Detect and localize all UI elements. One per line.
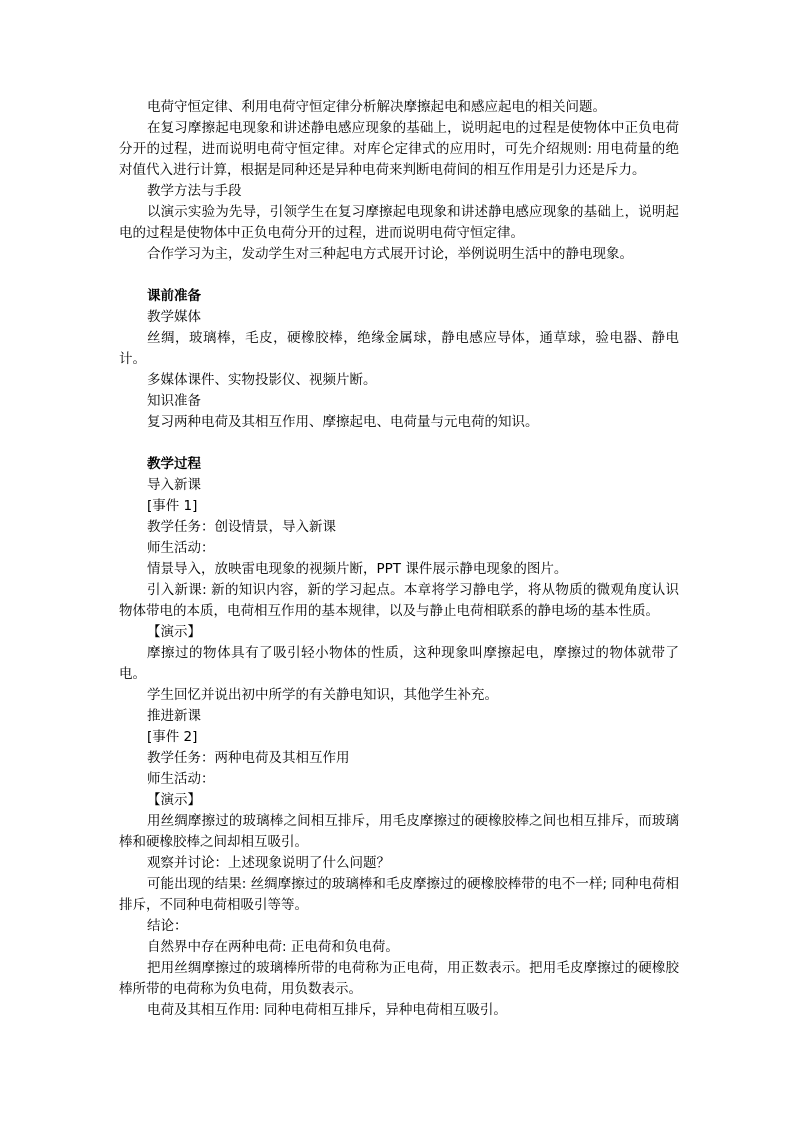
- paragraph: 摩擦过的物体具有了吸引轻小物体的性质，这种现象叫摩擦起电，摩擦过的物体就带了电。: [119, 645, 679, 682]
- paragraph: 教学任务：两种电荷及其相互作用: [147, 750, 350, 766]
- event-label: [事件 1]: [147, 498, 198, 514]
- subheading: 教学媒体: [147, 309, 201, 325]
- paragraph: 可能出现的结果: 丝绸摩擦过的玻璃棒和毛皮摩擦过的硬橡胶棒带的电不一样; 同种电荷相排斥，不同种电荷相吸引等等。: [119, 876, 679, 913]
- paragraph: 观察并讨论：上述现象说明了什么问题？: [147, 855, 390, 871]
- event-label: [事件 2]: [147, 729, 198, 745]
- paragraph: 复习两种电荷及其相互作用、摩擦起电、电荷量与元电荷的知识。: [147, 414, 539, 430]
- paragraph: 情景导入，放映雷电现象的视频片断，PPT 课件展示静电现象的图片。: [147, 561, 568, 577]
- paragraph: 合作学习为主，发动学生对三种起电方式展开讨论，举例说明生活中的静电现象。: [147, 246, 633, 262]
- blank-line: [119, 433, 679, 454]
- blank-line: [119, 265, 679, 286]
- subheading: 推进新课: [147, 708, 201, 724]
- demo-label: 【演示】: [147, 624, 201, 640]
- subheading: 知识准备: [147, 393, 201, 409]
- paragraph: 把用丝绸摩擦过的玻璃棒所带的电荷称为正电荷，用正数表示。把用毛皮摩擦过的硬橡胶棒所带的电荷称为负电荷，用负数表示。: [119, 960, 679, 997]
- paragraph: 电荷守恒定律、利用电荷守恒定律分析解决摩擦起电和感应起电的相关问题。: [147, 99, 606, 115]
- subheading: 教学方法与手段: [147, 183, 242, 199]
- subheading: 导入新课: [147, 477, 201, 493]
- paragraph: 引入新课: 新的知识内容，新的学习起点。本章将学习静电学，将从物质的微观角度认识物体带电的本质，电荷相互作用的基本规律，以及与静止电荷相联系的静电场的基本性质。: [119, 582, 679, 619]
- paragraph: 多媒体课件、实物投影仪、视频片断。: [147, 372, 377, 388]
- section-heading: 教学过程: [147, 456, 201, 472]
- paragraph: 在复习摩擦起电现象和讲述静电感应现象的基础上，说明起电的过程是使物体中正负电荷分开的过程，进而说明电荷守恒定律。对库仑定律式的应用时，可先介绍规则: 用电荷量的绝对值代入进行计算，根据是同种还是异种电荷来判断电荷间的相互作用是引力还是斥力。: [119, 120, 679, 178]
- paragraph: 教学任务：创设情景，导入新课: [147, 519, 336, 535]
- paragraph: 以演示实验为先导，引领学生在复习摩擦起电现象和讲述静电感应现象的基础上，说明起电的过程是使物体中正负电荷分开的过程，进而说明电荷守恒定律。: [119, 204, 679, 241]
- demo-label: 【演示】: [147, 792, 201, 808]
- paragraph: 自然界中存在两种电荷: 正电荷和负电荷。: [147, 939, 399, 955]
- section-heading: 课前准备: [147, 288, 201, 304]
- paragraph: 学生回忆并说出初中所学的有关静电知识，其他学生补充。: [147, 687, 498, 703]
- paragraph: 师生活动：: [147, 771, 215, 787]
- paragraph: 丝绸，玻璃棒，毛皮，硬橡胶棒，绝缘金属球，静电感应导体，通草球，验电器、静电计。: [119, 330, 679, 367]
- paragraph: 结论：: [147, 918, 188, 934]
- paragraph: 用丝绸摩擦过的玻璃棒之间相互排斥，用毛皮摩擦过的硬橡胶棒之间也相互排斥，而玻璃棒和硬橡胶棒之间却相互吸引。: [119, 813, 679, 850]
- paragraph: 师生活动：: [147, 540, 215, 556]
- document-body: [119, 97, 679, 1021]
- paragraph: 电荷及其相互作用: 同种电荷相互排斥，异种电荷相互吸引。: [147, 1002, 507, 1018]
